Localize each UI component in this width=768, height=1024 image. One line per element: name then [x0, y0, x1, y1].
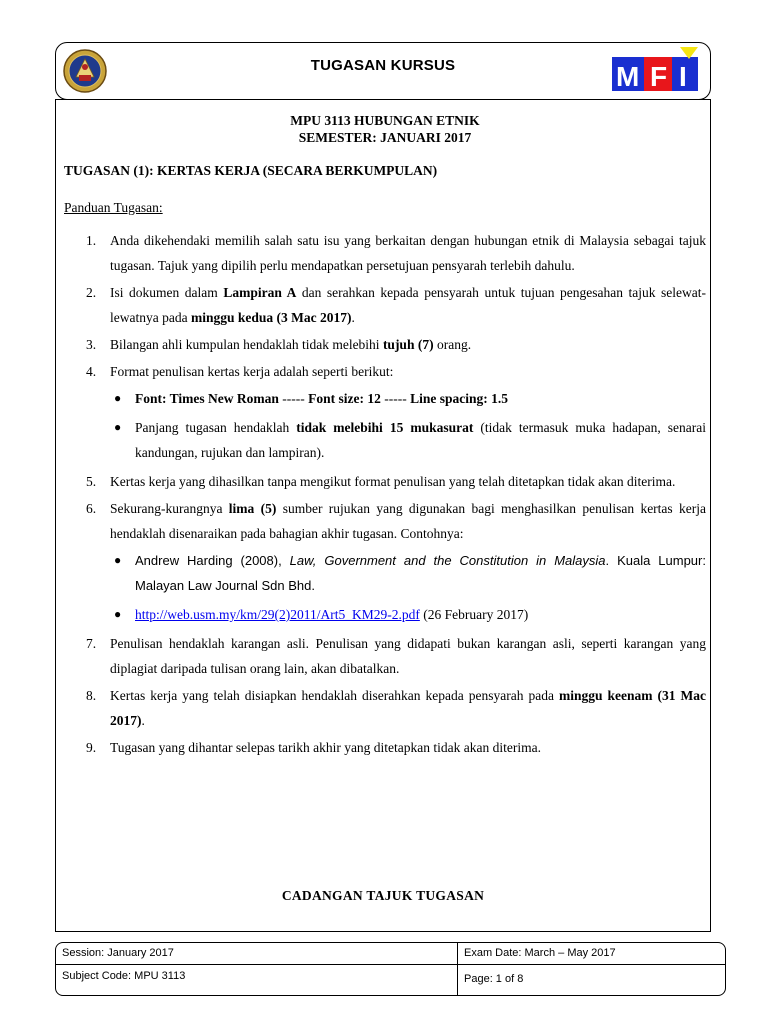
guide-label: Panduan Tugasan: — [64, 200, 163, 215]
course-title: MPU 3113 HUBUNGAN ETNIK — [290, 113, 480, 128]
guide-list — [64, 228, 706, 760]
bullet-icon: ● — [114, 420, 122, 434]
section-heading-cadangan: CADANGAN TAJUK TUGASAN — [281, 888, 485, 903]
reference-bullets — [110, 548, 706, 627]
bullet-item: ● Font: Times New Roman ----- Font size: 12 ----- Line spacing: 1.5 — [110, 386, 706, 411]
header-banner — [55, 42, 711, 100]
bullet-icon: ● — [114, 553, 122, 567]
page-title: TUGASAN KURSUS — [310, 57, 456, 74]
footer-info-table — [55, 942, 726, 996]
bullet-icon: ● — [114, 391, 122, 405]
assignment-content — [64, 112, 706, 762]
format-bullets — [110, 386, 706, 465]
list-item: 8. Kertas kerja yang telah disiapkan hendaklah diserahkan kepada pensyarah pada minggu keenam (31 Mac 2017). — [86, 688, 706, 728]
footer-divider — [457, 943, 458, 995]
list-item: 3. Bilangan ahli kumpulan hendaklah tidak melebihi tujuh (7) orang. — [86, 337, 472, 352]
svg-text:I: I — [679, 61, 687, 92]
list-item: 9. Tugasan yang dihantar selepas tarikh akhir yang ditetapkan tidak akan diterima. — [86, 740, 541, 755]
list-item: 2. Isi dokumen dalam Lampiran A dan serahkan kepada pensyarah untuk tujuan pengesahan tajuk selewat-lewatnya pada minggu kedua (3 Mac 2017). — [86, 285, 706, 325]
list-item: 6. Sekurang-kurangnya lima (5) sumber rujukan yang digunakan bagi menghasilkan penulisan kertas kerja hendaklah disenaraikan pada bahagian akhir tugasan. Contohnya: ● Andrew Harding (2008), Law, Government and the Constitution in Malaysia. Kuala Lumpur: Malayan Law Journal Sdn Bhd. ● http://web.usm.my/km/29(2)2011/Art5_KM29-2.pdf (26 February 2017) — [64, 496, 706, 627]
assignment-box — [55, 99, 711, 932]
mfi-logo-icon — [610, 45, 702, 95]
list-item: 4. Format penulisan kertas kerja adalah seperti berikut: ● Font: Times New Roman ----- Font size: 12 ----- Line spacing: 1.5 ● Panjang tugasan hendaklah tidak melebihi 15 mukasurat (tidak termasuk muka hadapan, senarai kandungan, rujukan dan lampiran). — [64, 359, 706, 465]
reference-item: ● http://web.usm.my/km/29(2)2011/Art5_KM29-2.pdf (26 February 2017) — [110, 602, 706, 627]
session-label: Session: January 2017 — [62, 947, 174, 959]
semester-title: SEMESTER: JANUARI 2017 — [298, 130, 472, 145]
reference-item: ● Andrew Harding (2008), Law, Government and the Constitution in Malaysia. Kuala Lumpur: Malayan Law Journal Sdn Bhd. — [110, 548, 706, 598]
footer-divider — [56, 964, 725, 965]
bullet-icon: ● — [114, 607, 122, 621]
svg-text:M: M — [616, 61, 640, 92]
reference-link[interactable]: http://web.usm.my/km/29(2)2011/Art5_KM29-2.pdf — [135, 607, 420, 622]
bullet-item: ● Panjang tugasan hendaklah tidak melebihi 15 mukasurat (tidak termasuk muka hadapan, senarai kandungan, rujukan dan lampiran). — [110, 415, 706, 465]
assignment-heading: TUGASAN (1): KERTAS KERJA (SECARA BERKUMPULAN) — [64, 163, 438, 178]
list-item: 5. Kertas kerja yang dihasilkan tanpa mengikut format penulisan yang telah ditetapkan tidak akan diterima. — [86, 474, 676, 489]
page-number-label: Page: 1 of 8 — [464, 973, 524, 985]
exam-date-label: Exam Date: March – May 2017 — [464, 947, 616, 959]
svg-text:F: F — [650, 61, 668, 92]
list-item: 7. Penulisan hendaklah karangan asli. Penulisan yang didapati bukan karangan asli, seperti karangan yang diplagiat daripada tulisan orang lain, akan dibatalkan. — [86, 636, 706, 676]
subject-code-label: Subject Code: MPU 3113 — [62, 970, 186, 982]
list-item: 1. Anda dikehendaki memilih salah satu isu yang berkaitan dengan hubungan etnik di Malaysia sebagai tajuk tugasan. Tajuk yang dipilih perlu mendapatkan persetujuan pensyarah terlebih dahulu. — [86, 233, 706, 273]
